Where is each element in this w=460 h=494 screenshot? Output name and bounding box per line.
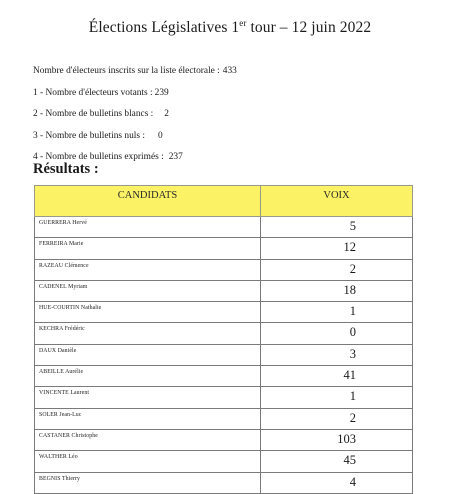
- table-row: [35, 451, 413, 472]
- results-table: [34, 185, 413, 494]
- candidate-name: CASTANER Christophe: [35, 429, 261, 450]
- table-row: [35, 387, 413, 408]
- candidate-votes: 5: [261, 217, 413, 238]
- candidate-votes: 4: [261, 472, 413, 493]
- stat-blancs-label: 2 - Nombre de bulletins blancs :: [33, 109, 154, 119]
- stat-votants-value: 239: [154, 87, 169, 98]
- candidate-name: SOLER Jean-Luc: [35, 408, 261, 429]
- table-row: [35, 238, 413, 259]
- candidate-votes: 2: [261, 408, 413, 429]
- title-text: Élections Législatives 1: [88, 19, 240, 36]
- candidate-name: KECHRA Frédéric: [35, 323, 261, 344]
- candidate-name: DAUX Danièle: [35, 344, 261, 365]
- candidate-votes: 103: [261, 429, 413, 450]
- stat-exprimes-label: 4 - Nombre de bulletins exprimés :: [33, 152, 164, 162]
- stat-votants-label: 1 - Nombre d'électeurs votants :: [33, 87, 153, 98]
- stat-exprimes-value: 237: [168, 152, 183, 162]
- candidate-name: VINCENTE Laurent: [35, 387, 261, 408]
- table-row: [35, 366, 413, 387]
- candidate-votes: 3: [261, 344, 413, 365]
- stat-inscrits-value: 433: [222, 66, 237, 76]
- candidate-name: CADENEL Myriam: [35, 280, 261, 301]
- candidate-votes: 1: [261, 302, 413, 323]
- column-header-votes: VOIX: [261, 186, 413, 217]
- candidate-name: WALTHER Léo: [35, 451, 261, 472]
- candidate-name: FERREIRA Marie: [35, 238, 261, 259]
- stat-nuls-label: 3 - Nombre de bulletins nuls :: [33, 130, 145, 141]
- stat-inscrits: [33, 64, 237, 86]
- candidate-name: RAZEAU Clémence: [35, 259, 261, 280]
- stat-blancs: [33, 107, 237, 129]
- table-row: [35, 280, 413, 301]
- table-header-row: [35, 186, 413, 217]
- table-row: [35, 302, 413, 323]
- table-row: [35, 217, 413, 238]
- candidate-votes: 1: [261, 387, 413, 408]
- candidate-votes: 2: [261, 259, 413, 280]
- voting-stats: [33, 64, 237, 172]
- candidate-votes: 18: [261, 280, 413, 301]
- page-title: [0, 18, 460, 37]
- stat-votants: [33, 86, 237, 108]
- candidate-votes: 45: [261, 451, 413, 472]
- stat-blancs-value: 2: [164, 109, 169, 119]
- candidate-name: BEGNIS Thierry: [35, 472, 261, 493]
- candidate-name: ABEILLE Aurélie: [35, 366, 261, 387]
- table-row: [35, 344, 413, 365]
- stat-inscrits-label: Nombre d'électeurs inscrits sur la liste électorale :: [33, 66, 220, 76]
- table-row: [35, 259, 413, 280]
- table-row: [35, 323, 413, 344]
- table-row: [35, 429, 413, 450]
- title-superscript: er: [239, 18, 247, 28]
- table-row: [35, 472, 413, 493]
- results-heading: Résultats :: [33, 161, 99, 177]
- candidate-name: HUE-COURTIN Nathalie: [35, 302, 261, 323]
- candidate-name: GUERRERA Hervé: [35, 217, 261, 238]
- title-date: tour – 12 juin 2022: [246, 19, 372, 36]
- table-row: [35, 408, 413, 429]
- candidate-votes: 0: [261, 323, 413, 344]
- column-header-candidates: CANDIDATS: [35, 186, 261, 217]
- stat-nuls-value: 0: [157, 130, 163, 141]
- candidate-votes: 41: [261, 366, 413, 387]
- stat-nuls: [33, 129, 237, 151]
- candidate-votes: 12: [261, 238, 413, 259]
